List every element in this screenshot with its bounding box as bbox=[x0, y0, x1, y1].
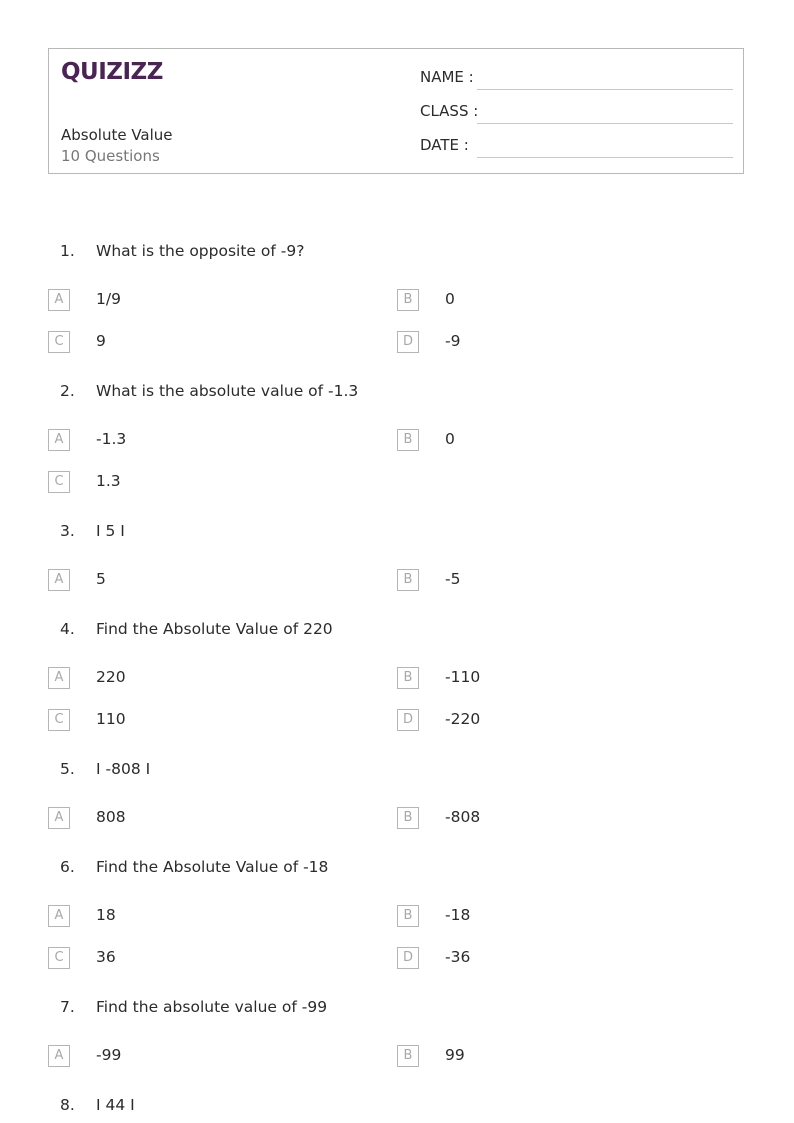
quiz-title: Absolute Value bbox=[61, 126, 173, 144]
question-text: Find the Absolute Value of -18 bbox=[96, 858, 329, 876]
question-number: 1. bbox=[60, 242, 75, 260]
option-c-text: 9 bbox=[96, 332, 106, 350]
date-field[interactable] bbox=[477, 157, 733, 158]
option-b-text: 0 bbox=[445, 290, 455, 308]
option-b-box[interactable]: B bbox=[397, 667, 419, 689]
option-b-text: -808 bbox=[445, 808, 481, 826]
date-label: DATE : bbox=[420, 136, 469, 154]
option-c-box[interactable]: C bbox=[48, 471, 70, 493]
option-b-box[interactable]: B bbox=[397, 569, 419, 591]
question-number: 3. bbox=[60, 522, 75, 540]
option-b-text: -110 bbox=[445, 668, 481, 686]
option-b-text: 0 bbox=[445, 430, 455, 448]
question-number: 6. bbox=[60, 858, 75, 876]
option-b-box[interactable]: B bbox=[397, 807, 419, 829]
option-b-box[interactable]: B bbox=[397, 429, 419, 451]
name-label: NAME : bbox=[420, 68, 474, 86]
class-label: CLASS : bbox=[420, 102, 479, 120]
option-a-box[interactable]: A bbox=[48, 807, 70, 829]
option-a-box[interactable]: A bbox=[48, 905, 70, 927]
option-c-text: 110 bbox=[96, 710, 126, 728]
question-text: I 44 I bbox=[96, 1096, 135, 1114]
question-number: 8. bbox=[60, 1096, 75, 1114]
option-b-text: 99 bbox=[445, 1046, 465, 1064]
option-d-box[interactable]: D bbox=[397, 709, 419, 731]
option-b-box[interactable]: B bbox=[397, 289, 419, 311]
option-b-text: -5 bbox=[445, 570, 461, 588]
question-text: Find the absolute value of -99 bbox=[96, 998, 328, 1016]
option-d-box[interactable]: D bbox=[397, 947, 419, 969]
option-c-box[interactable]: C bbox=[48, 709, 70, 731]
question-count: 10 Questions bbox=[61, 147, 160, 165]
question-number: 7. bbox=[60, 998, 75, 1016]
name-field[interactable] bbox=[477, 89, 733, 90]
question-text: What is the absolute value of -1.3 bbox=[96, 382, 359, 400]
option-a-text: -1.3 bbox=[96, 430, 127, 448]
option-d-box[interactable]: D bbox=[397, 331, 419, 353]
option-b-text: -18 bbox=[445, 906, 471, 924]
option-a-text: 1/9 bbox=[96, 290, 121, 308]
option-d-text: -9 bbox=[445, 332, 461, 350]
option-c-box[interactable]: C bbox=[48, 331, 70, 353]
option-a-box[interactable]: A bbox=[48, 289, 70, 311]
question-number: 4. bbox=[60, 620, 75, 638]
worksheet-header bbox=[48, 48, 744, 174]
question-number: 5. bbox=[60, 760, 75, 778]
option-a-text: 18 bbox=[96, 906, 116, 924]
option-c-box[interactable]: C bbox=[48, 947, 70, 969]
question-text: Find the Absolute Value of 220 bbox=[96, 620, 333, 638]
option-a-box[interactable]: A bbox=[48, 1045, 70, 1067]
option-a-box[interactable]: A bbox=[48, 667, 70, 689]
option-a-box[interactable]: A bbox=[48, 429, 70, 451]
option-a-text: 808 bbox=[96, 808, 126, 826]
option-b-box[interactable]: B bbox=[397, 1045, 419, 1067]
question-text: I 5 I bbox=[96, 522, 125, 540]
option-a-box[interactable]: A bbox=[48, 569, 70, 591]
option-b-box[interactable]: B bbox=[397, 905, 419, 927]
option-a-text: -99 bbox=[96, 1046, 122, 1064]
option-a-text: 220 bbox=[96, 668, 126, 686]
option-d-text: -36 bbox=[445, 948, 471, 966]
class-field[interactable] bbox=[477, 123, 733, 124]
question-text: What is the opposite of -9? bbox=[96, 242, 305, 260]
quizizz-logo: QUIZIZZ bbox=[61, 59, 163, 85]
option-a-text: 5 bbox=[96, 570, 106, 588]
option-c-text: 1.3 bbox=[96, 472, 121, 490]
option-c-text: 36 bbox=[96, 948, 116, 966]
question-number: 2. bbox=[60, 382, 75, 400]
question-text: I -808 I bbox=[96, 760, 151, 778]
option-d-text: -220 bbox=[445, 710, 481, 728]
